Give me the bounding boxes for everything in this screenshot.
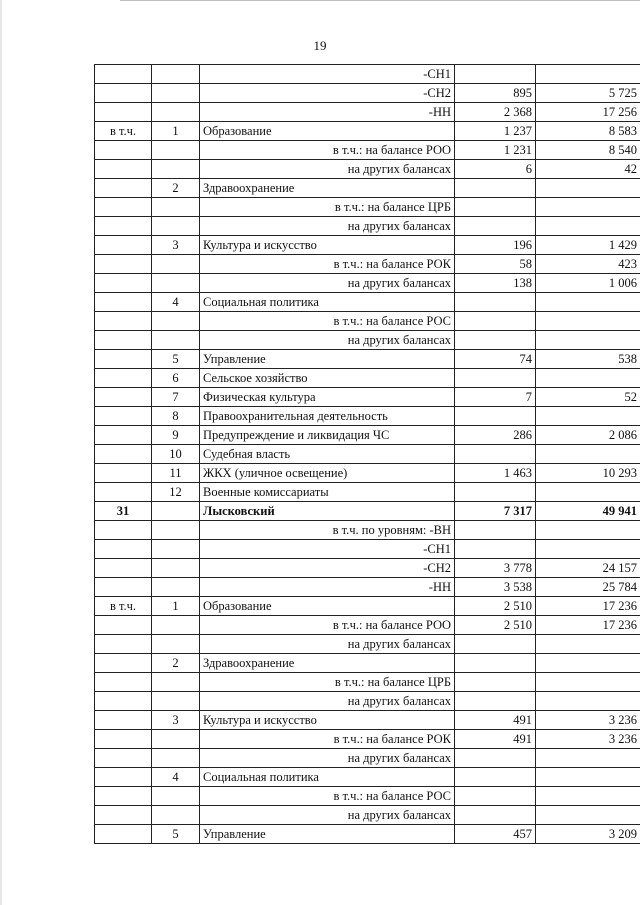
table-row [95, 483, 640, 502]
row-number [152, 65, 200, 84]
row-value-1: 1 463 [455, 464, 536, 483]
row-value-2 [536, 654, 640, 673]
table-row [95, 84, 640, 103]
row-value-2 [536, 293, 640, 312]
row-value-2 [536, 673, 640, 692]
row-qualifier [95, 141, 152, 160]
table-row [95, 673, 640, 692]
row-value-1 [455, 369, 536, 388]
row-value-1: 457 [455, 825, 536, 844]
row-qualifier [95, 521, 152, 540]
table-row [95, 274, 640, 293]
row-value-1: 2 510 [455, 616, 536, 635]
row-value-2: 538 [536, 350, 640, 369]
row-number [152, 502, 200, 521]
row-qualifier [95, 787, 152, 806]
row-number: 5 [152, 350, 200, 369]
row-value-2 [536, 787, 640, 806]
table-row [95, 597, 640, 616]
row-value-2: 3 236 [536, 730, 640, 749]
row-value-2 [536, 749, 640, 768]
table-row [95, 236, 640, 255]
row-value-1 [455, 179, 536, 198]
row-description: в т.ч.: на балансе ЦРБ [200, 673, 455, 692]
row-description: Здравоохранение [200, 179, 455, 198]
row-value-2: 2 086 [536, 426, 640, 445]
row-value-1: 196 [455, 236, 536, 255]
row-number: 8 [152, 407, 200, 426]
row-value-2 [536, 312, 640, 331]
row-value-1: 895 [455, 84, 536, 103]
row-number [152, 673, 200, 692]
table-row [95, 426, 640, 445]
row-value-2: 8 583 [536, 122, 640, 141]
table-row [95, 768, 640, 787]
row-qualifier [95, 825, 152, 844]
row-value-2: 3 236 [536, 711, 640, 730]
row-number [152, 255, 200, 274]
row-value-1 [455, 293, 536, 312]
row-qualifier [95, 255, 152, 274]
table-row [95, 65, 640, 84]
row-number: 3 [152, 711, 200, 730]
table-row [95, 711, 640, 730]
row-number [152, 616, 200, 635]
row-number: 6 [152, 369, 200, 388]
row-qualifier: в т.ч. [95, 597, 152, 616]
row-qualifier [95, 388, 152, 407]
row-qualifier [95, 464, 152, 483]
table-row [95, 654, 640, 673]
table-row [95, 217, 640, 236]
row-value-2 [536, 407, 640, 426]
table-row [95, 122, 640, 141]
budget-table-container [94, 64, 640, 844]
table-row [95, 692, 640, 711]
row-description: в т.ч.: на балансе РОК [200, 730, 455, 749]
row-qualifier [95, 559, 152, 578]
row-number [152, 84, 200, 103]
table-row [95, 730, 640, 749]
row-number: 2 [152, 179, 200, 198]
row-number [152, 578, 200, 597]
table-row [95, 616, 640, 635]
table-row [95, 407, 640, 426]
row-value-2 [536, 179, 640, 198]
row-description: в т.ч. по уровням: -ВН [200, 521, 455, 540]
row-value-2 [536, 198, 640, 217]
row-description: на других балансах [200, 635, 455, 654]
row-description: Управление [200, 350, 455, 369]
row-value-2: 42 [536, 160, 640, 179]
row-value-1 [455, 331, 536, 350]
row-value-1: 491 [455, 730, 536, 749]
row-value-1 [455, 749, 536, 768]
row-description: Физическая культура [200, 388, 455, 407]
row-value-2: 5 725 [536, 84, 640, 103]
table-row [95, 787, 640, 806]
row-value-2: 17 236 [536, 597, 640, 616]
row-value-2: 10 293 [536, 464, 640, 483]
table-row [95, 825, 640, 844]
row-description: в т.ч.: на балансе РОК [200, 255, 455, 274]
table-row [95, 749, 640, 768]
row-value-1: 491 [455, 711, 536, 730]
row-number: 11 [152, 464, 200, 483]
row-description: в т.ч.: на балансе ЦРБ [200, 198, 455, 217]
row-description: Культура и искусство [200, 236, 455, 255]
row-value-2 [536, 445, 640, 464]
row-description: в т.ч.: на балансе РОО [200, 141, 455, 160]
row-value-1: 2 368 [455, 103, 536, 122]
row-value-1 [455, 806, 536, 825]
row-qualifier [95, 635, 152, 654]
row-qualifier [95, 654, 152, 673]
row-qualifier [95, 217, 152, 236]
row-description: Социальная политика [200, 293, 455, 312]
row-qualifier [95, 578, 152, 597]
row-value-1: 2 510 [455, 597, 536, 616]
row-value-1: 1 231 [455, 141, 536, 160]
row-number [152, 749, 200, 768]
row-value-2: 25 784 [536, 578, 640, 597]
row-value-1 [455, 445, 536, 464]
row-value-1 [455, 540, 536, 559]
row-number: 4 [152, 293, 200, 312]
row-description: -СН2 [200, 84, 455, 103]
row-value-1 [455, 787, 536, 806]
row-description: -СН2 [200, 559, 455, 578]
row-value-1 [455, 312, 536, 331]
row-number: 4 [152, 768, 200, 787]
row-number: 5 [152, 825, 200, 844]
row-description: в т.ч.: на балансе РОО [200, 616, 455, 635]
row-number: 10 [152, 445, 200, 464]
table-row [95, 388, 640, 407]
row-description: Здравоохранение [200, 654, 455, 673]
row-description: -СН1 [200, 65, 455, 84]
row-number: 7 [152, 388, 200, 407]
row-value-2: 49 941 [536, 502, 640, 521]
row-value-2 [536, 692, 640, 711]
table-row [95, 578, 640, 597]
row-qualifier [95, 426, 152, 445]
scan-edge-left [0, 0, 2, 905]
row-number [152, 692, 200, 711]
row-description: на других балансах [200, 331, 455, 350]
row-qualifier [95, 768, 152, 787]
row-value-1 [455, 483, 536, 502]
row-value-1: 74 [455, 350, 536, 369]
row-qualifier [95, 103, 152, 122]
row-value-2 [536, 635, 640, 654]
row-qualifier [95, 350, 152, 369]
row-value-1: 3 778 [455, 559, 536, 578]
row-value-2 [536, 65, 640, 84]
table-row [95, 141, 640, 160]
row-value-1 [455, 407, 536, 426]
table-row [95, 312, 640, 331]
row-number [152, 217, 200, 236]
row-value-2 [536, 217, 640, 236]
table-row [95, 293, 640, 312]
row-value-2: 1 429 [536, 236, 640, 255]
row-value-1 [455, 217, 536, 236]
row-qualifier [95, 236, 152, 255]
row-qualifier [95, 711, 152, 730]
row-description: Судебная власть [200, 445, 455, 464]
row-description: Образование [200, 597, 455, 616]
row-value-1 [455, 635, 536, 654]
row-qualifier [95, 293, 152, 312]
row-number [152, 806, 200, 825]
row-number [152, 274, 200, 293]
row-value-1: 58 [455, 255, 536, 274]
row-qualifier [95, 806, 152, 825]
row-number: 12 [152, 483, 200, 502]
row-description: Культура и искусство [200, 711, 455, 730]
row-value-1 [455, 65, 536, 84]
table-row [95, 559, 640, 578]
row-value-1: 138 [455, 274, 536, 293]
row-value-2 [536, 483, 640, 502]
row-value-1: 6 [455, 160, 536, 179]
table-row [95, 103, 640, 122]
row-number [152, 198, 200, 217]
row-number [152, 787, 200, 806]
table-row [95, 331, 640, 350]
row-value-1 [455, 521, 536, 540]
row-value-2: 3 209 [536, 825, 640, 844]
row-description: -НН [200, 578, 455, 597]
table-row [95, 369, 640, 388]
row-qualifier [95, 749, 152, 768]
row-description: Сельское хозяйство [200, 369, 455, 388]
row-description: ЖКХ (уличное освещение) [200, 464, 455, 483]
row-value-2 [536, 540, 640, 559]
row-value-2: 1 006 [536, 274, 640, 293]
budget-table-body [95, 65, 640, 844]
row-qualifier: 31 [95, 502, 152, 521]
budget-table [94, 64, 640, 844]
row-value-2: 17 236 [536, 616, 640, 635]
row-value-2: 17 256 [536, 103, 640, 122]
table-row [95, 445, 640, 464]
row-number [152, 540, 200, 559]
row-number [152, 635, 200, 654]
row-description: Образование [200, 122, 455, 141]
row-qualifier [95, 673, 152, 692]
table-row [95, 502, 640, 521]
table-row [95, 198, 640, 217]
row-value-1 [455, 654, 536, 673]
row-description: на других балансах [200, 217, 455, 236]
row-value-2 [536, 331, 640, 350]
row-qualifier [95, 692, 152, 711]
row-value-2: 423 [536, 255, 640, 274]
row-number: 3 [152, 236, 200, 255]
row-number [152, 312, 200, 331]
row-qualifier [95, 274, 152, 293]
row-value-2: 52 [536, 388, 640, 407]
row-description: в т.ч.: на балансе РОС [200, 312, 455, 331]
row-qualifier [95, 84, 152, 103]
row-number [152, 103, 200, 122]
row-description: на других балансах [200, 274, 455, 293]
row-qualifier: в т.ч. [95, 122, 152, 141]
row-number [152, 559, 200, 578]
row-qualifier [95, 312, 152, 331]
row-value-1 [455, 692, 536, 711]
row-qualifier [95, 445, 152, 464]
row-value-1: 286 [455, 426, 536, 445]
row-number: 2 [152, 654, 200, 673]
row-value-2 [536, 369, 640, 388]
row-description: Лысковский [200, 502, 455, 521]
row-value-1 [455, 198, 536, 217]
table-row [95, 806, 640, 825]
row-value-2 [536, 806, 640, 825]
row-number [152, 141, 200, 160]
row-description: на других балансах [200, 692, 455, 711]
row-value-1 [455, 673, 536, 692]
row-number: 1 [152, 122, 200, 141]
row-qualifier [95, 198, 152, 217]
row-description: на других балансах [200, 160, 455, 179]
table-row [95, 179, 640, 198]
row-number [152, 730, 200, 749]
row-value-2 [536, 521, 640, 540]
row-number [152, 521, 200, 540]
table-row [95, 635, 640, 654]
table-row [95, 540, 640, 559]
row-description: на других балансах [200, 749, 455, 768]
row-value-1: 7 317 [455, 502, 536, 521]
row-description: Управление [200, 825, 455, 844]
row-qualifier [95, 483, 152, 502]
row-qualifier [95, 331, 152, 350]
row-qualifier [95, 407, 152, 426]
row-qualifier [95, 160, 152, 179]
row-number: 1 [152, 597, 200, 616]
row-qualifier [95, 540, 152, 559]
row-description: в т.ч.: на балансе РОС [200, 787, 455, 806]
scan-edge-top [120, 0, 640, 1]
row-description: Правоохранительная деятельность [200, 407, 455, 426]
row-qualifier [95, 730, 152, 749]
table-row [95, 521, 640, 540]
row-qualifier [95, 369, 152, 388]
row-description: -НН [200, 103, 455, 122]
row-value-1: 3 538 [455, 578, 536, 597]
row-qualifier [95, 616, 152, 635]
row-value-1 [455, 768, 536, 787]
row-description: Военные комиссариаты [200, 483, 455, 502]
row-number [152, 160, 200, 179]
row-description: на других балансах [200, 806, 455, 825]
row-qualifier [95, 65, 152, 84]
row-number: 9 [152, 426, 200, 445]
row-description: -СН1 [200, 540, 455, 559]
table-row [95, 350, 640, 369]
row-description: Социальная политика [200, 768, 455, 787]
table-row [95, 255, 640, 274]
row-value-1: 7 [455, 388, 536, 407]
row-number [152, 331, 200, 350]
row-qualifier [95, 179, 152, 198]
page-number: 19 [313, 38, 327, 53]
table-row [95, 464, 640, 483]
row-description: Предупреждение и ликвидация ЧС [200, 426, 455, 445]
table-row [95, 160, 640, 179]
row-value-2: 8 540 [536, 141, 640, 160]
row-value-2 [536, 768, 640, 787]
row-value-1: 1 237 [455, 122, 536, 141]
row-value-2: 24 157 [536, 559, 640, 578]
